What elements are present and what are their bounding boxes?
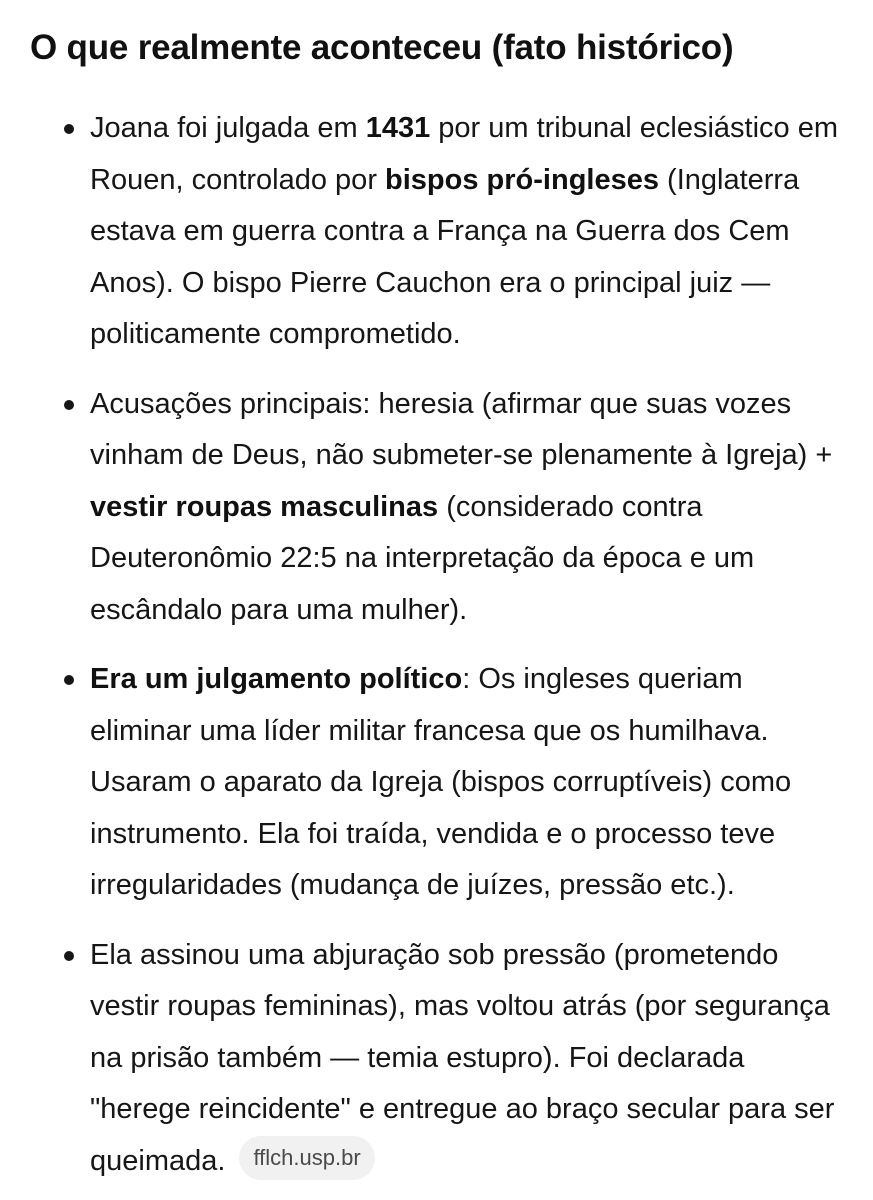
bold-text: bispos pró-ingleses	[385, 163, 659, 196]
bold-text: Era um julgamento político	[90, 663, 463, 695]
bullet-dot-icon	[64, 675, 74, 685]
bullet-list	[30, 103, 851, 1187]
list-item	[30, 379, 851, 637]
list-item	[30, 930, 851, 1188]
text: Ela assinou uma abjuração sob pressão (prometendo vestir roupas femininas), mas voltou atrás (por segurança na prisão também — temia estupro). Foi declarada "herege reincidente" e entregue ao braço secular para ser queimada.	[90, 938, 835, 1177]
text: : Os ingleses queriam eliminar uma líder militar francesa que os humilhava. Usaram o aparato da Igreja (bispos corruptíveis) como instrumento. Ela foi traída, vendida e o processo teve irregularidades (mudança de juízes, pressão etc.).	[90, 663, 792, 901]
bullet-dot-icon	[64, 400, 74, 410]
bullet-dot-icon	[64, 951, 74, 961]
text: por um tribunal eclesiástico em Rouen, controlado por	[90, 112, 838, 196]
bold-text: 1431	[365, 112, 431, 144]
text: (considerado contra Deuteronômio 22:5 na interpretação da época e um escândalo para uma mulher).	[90, 490, 755, 626]
text: Joana foi julgada em	[90, 112, 366, 144]
section-heading: O que realmente aconteceu (fato histórico)	[30, 28, 734, 67]
text: Acusações principais: heresia (afirmar que suas vozes vinham de Deus, não submeter-se plenamente à Igreja) +	[90, 387, 833, 471]
source-citation-chip[interactable]: fflch.usp.br	[239, 1136, 374, 1180]
bullet-dot-icon	[64, 124, 74, 134]
text: (Inglaterra estava em guerra contra a França na Guerra dos Cem Anos). O bispo Pierre Cauchon era o principal juiz — politicamente comprometido.	[90, 163, 800, 350]
list-item	[30, 654, 851, 912]
bold-text: vestir roupas masculinas	[90, 490, 439, 523]
list-item	[30, 103, 851, 361]
